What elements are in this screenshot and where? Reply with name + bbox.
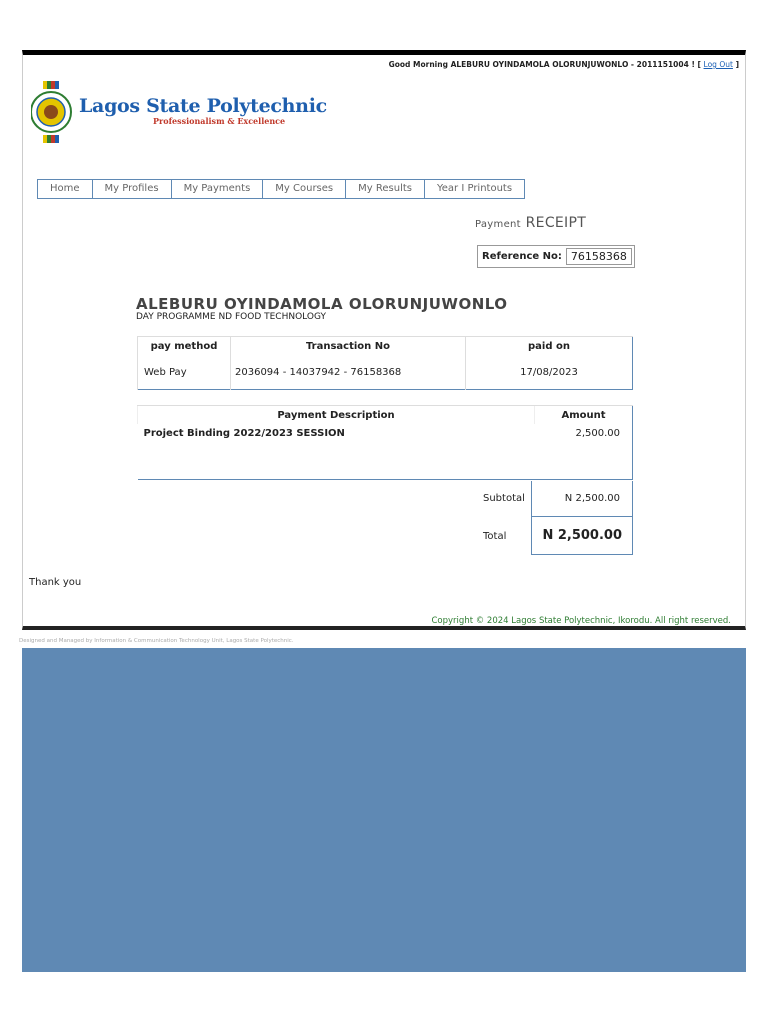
payment-table <box>137 405 633 480</box>
cell-paid-on: 17/08/2023 <box>466 355 633 390</box>
receipt-title <box>475 215 586 231</box>
subtotal-label: Subtotal <box>483 493 525 504</box>
table-row <box>138 424 633 480</box>
background-panel <box>22 648 746 972</box>
total-label: Total <box>483 531 507 542</box>
main-nav <box>37 179 525 199</box>
transaction-table <box>137 336 633 390</box>
receipt-title-big: RECEIPT <box>525 215 587 231</box>
col-paid-on: paid on <box>466 337 633 356</box>
copyright-text: Copyright © 2024 Lagos State Polytechnic, Ikorodu. All right reserved. <box>431 616 731 626</box>
cell-pay-method: Web Pay <box>138 355 231 390</box>
nav-my-results[interactable]: My Results <box>346 180 425 198</box>
nav-my-profiles[interactable]: My Profiles <box>93 180 172 198</box>
table-header-row <box>138 337 633 356</box>
col-pay-method: pay method <box>138 337 231 356</box>
reference-box <box>477 245 635 268</box>
student-name: ALEBURU OYINDAMOLA OLORUNJUWONLO <box>136 295 508 313</box>
col-payment-description: Payment Description <box>138 406 535 425</box>
greeting-end: ] <box>735 60 739 69</box>
greeting-bar <box>389 60 739 69</box>
reference-value: 76158368 <box>566 248 632 265</box>
receipt-card <box>22 50 746 630</box>
table-header-row <box>138 406 633 425</box>
polytechnic-logo-icon <box>31 81 73 143</box>
nav-my-payments[interactable]: My Payments <box>172 180 264 198</box>
nav-my-courses[interactable]: My Courses <box>263 180 346 198</box>
table-row <box>138 355 633 390</box>
total-value: N 2,500.00 <box>531 517 633 555</box>
brand-name: Lagos State Polytechnic <box>79 95 327 117</box>
brand-tagline: Professionalism & Excellence <box>153 116 286 126</box>
managed-by-text: Designed and Managed by Information & Communication Technology Unit, Lagos State Polytechnic. <box>19 638 294 644</box>
subtotal-value: N 2,500.00 <box>531 481 633 517</box>
cell-description: Project Binding 2022/2023 SESSION <box>143 428 345 439</box>
managed-by-strip <box>19 630 746 648</box>
page-wrapper <box>19 50 746 972</box>
receipt-title-small: Payment <box>475 219 521 230</box>
col-transaction-no: Transaction No <box>231 337 466 356</box>
cell-amount: 2,500.00 <box>575 428 620 439</box>
greeting-text: Good Morning ALEBURU OYINDAMOLA OLORUNJUWONLO - 2011151004 ! [ <box>388 60 701 69</box>
thank-you-text: Thank you <box>29 577 82 588</box>
nav-home[interactable]: Home <box>38 180 93 198</box>
student-programme: DAY PROGRAMME ND FOOD TECHNOLOGY <box>136 312 326 322</box>
col-amount: Amount <box>535 406 633 425</box>
cell-transaction-no: 2036094 - 14037942 - 76158368 <box>231 355 466 390</box>
nav-year-printouts[interactable]: Year I Printouts <box>436 183 513 194</box>
reference-label: Reference No: <box>482 251 562 262</box>
logout-link[interactable]: Log Out <box>703 60 733 69</box>
